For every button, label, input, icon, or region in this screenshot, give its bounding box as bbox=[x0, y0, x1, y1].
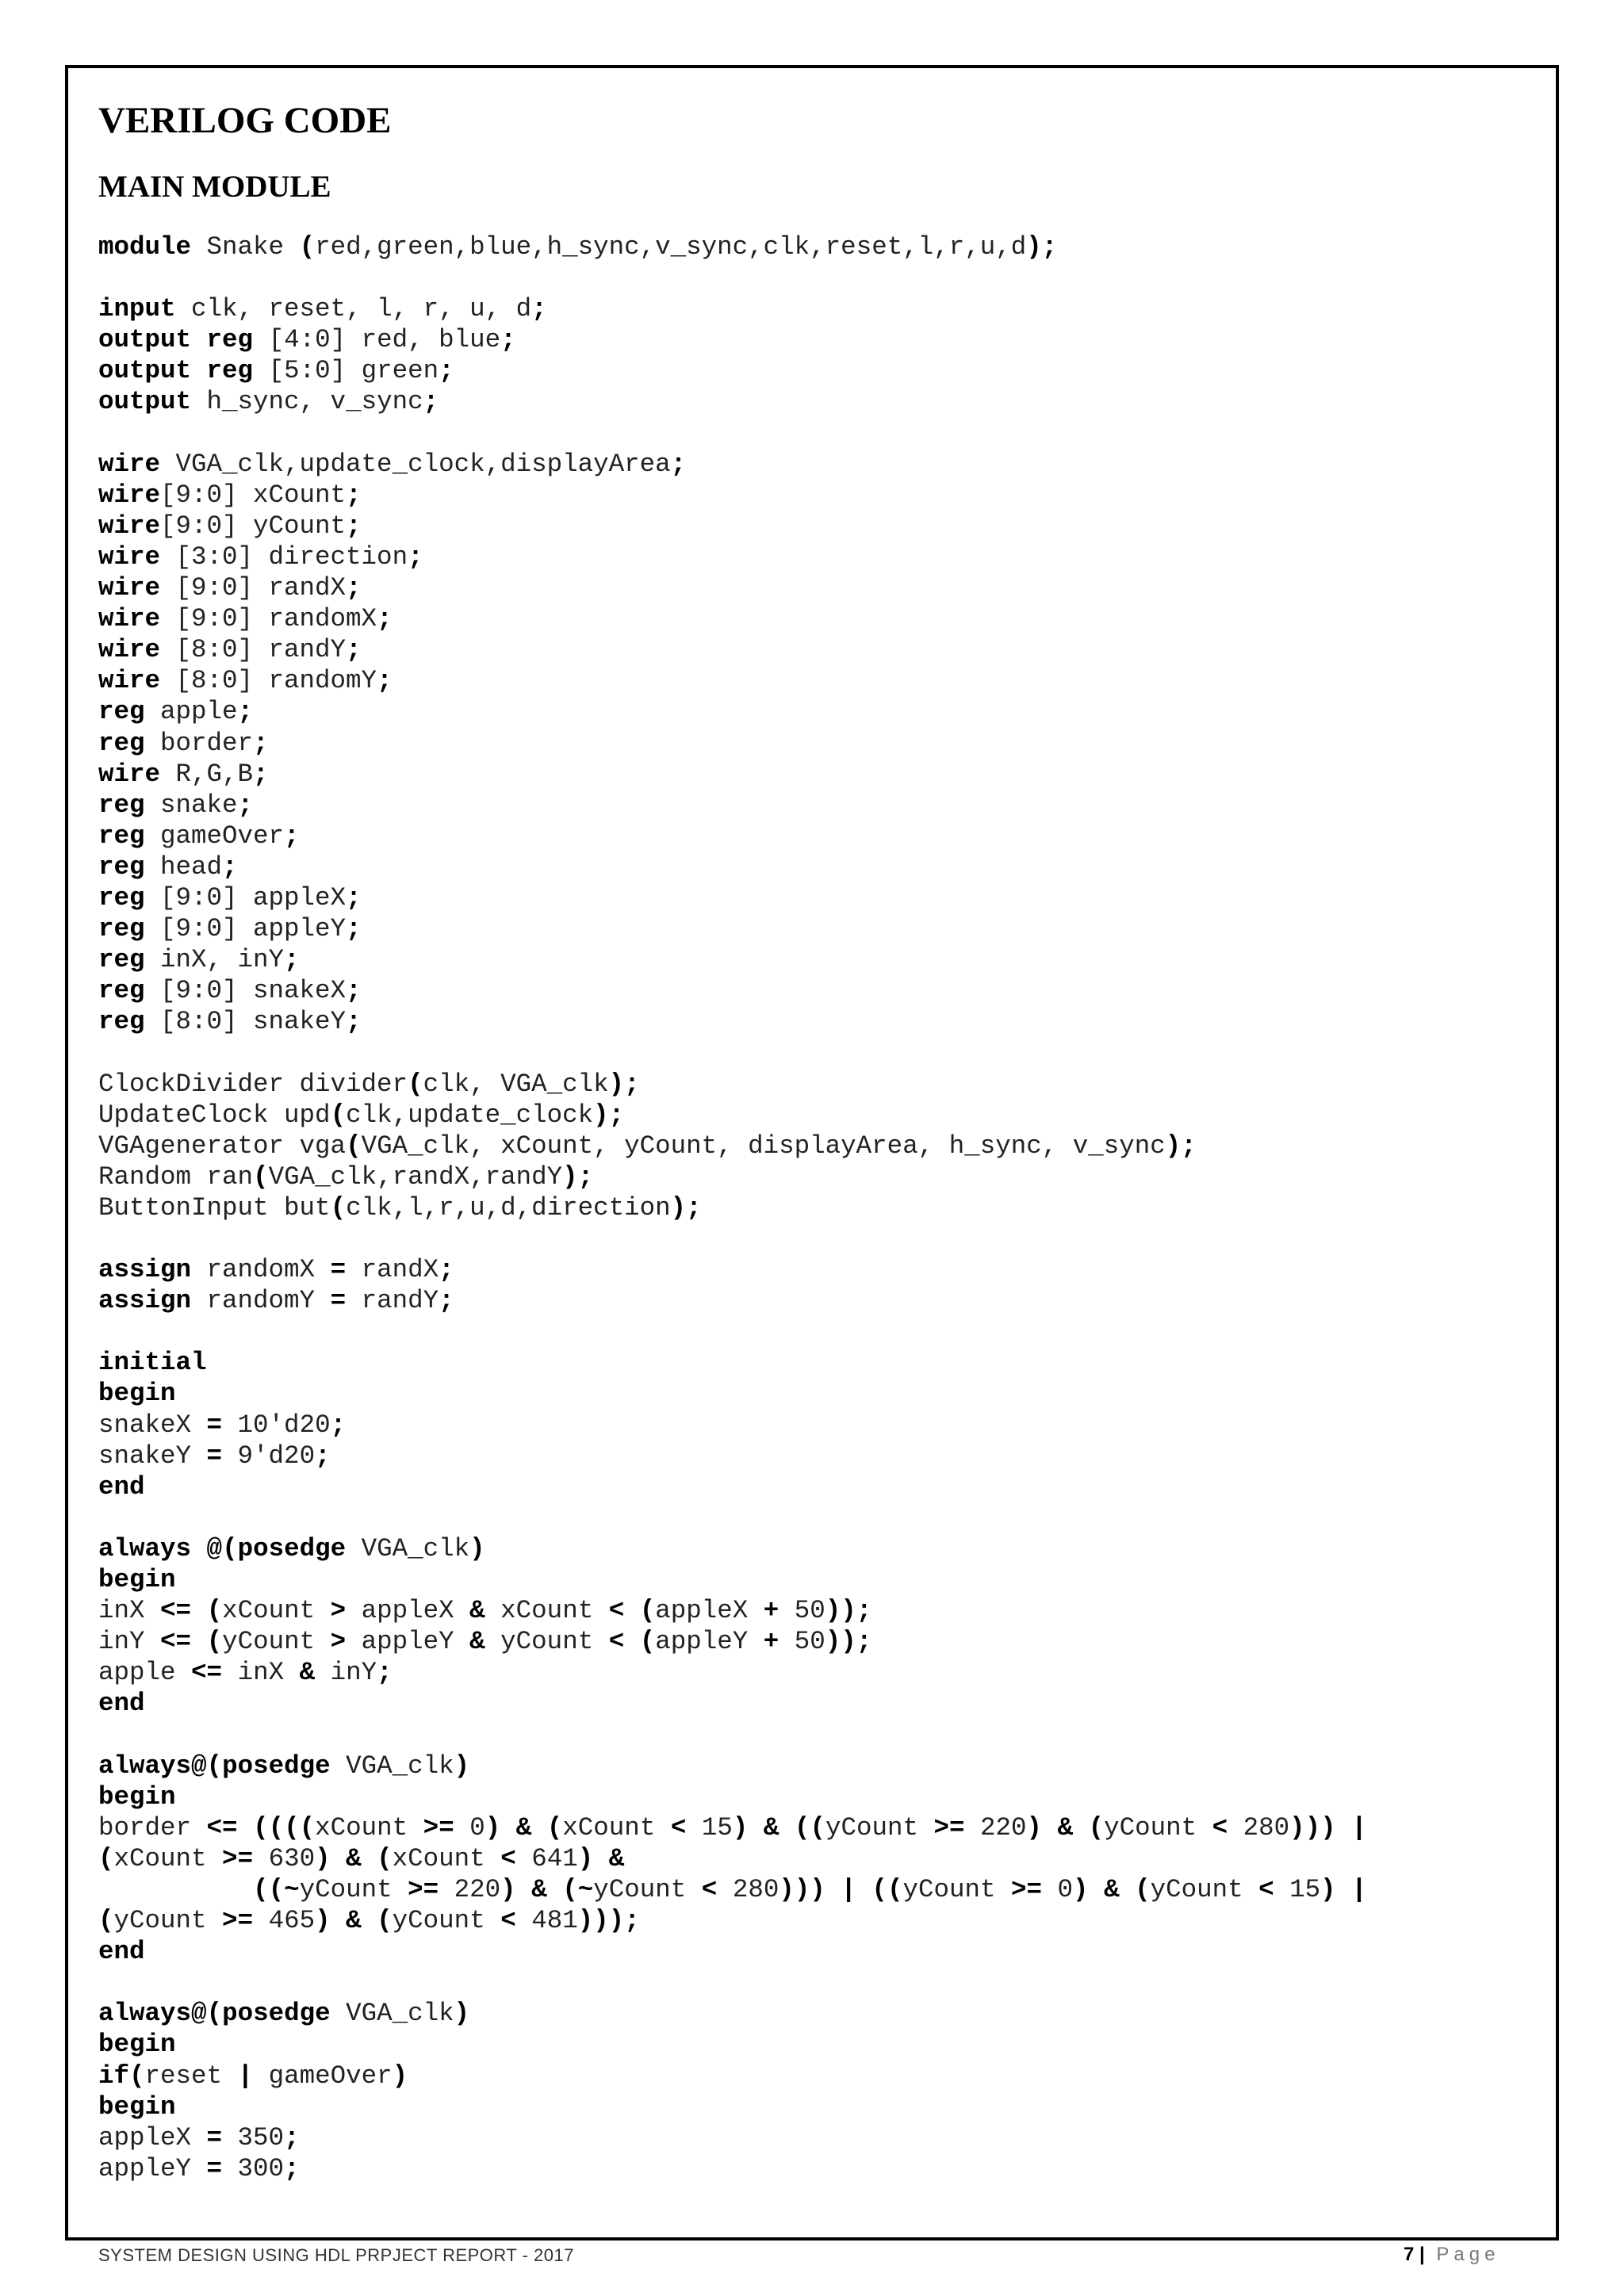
code-line: VGAgenerator vga(VGA_clk, xCount, yCount, displayArea, h_sync, v_sync); bbox=[98, 1131, 1197, 1161]
code-line: end bbox=[98, 1471, 145, 1502]
code-line: inY <= (yCount > appleY & yCount < (appleY + 50)); bbox=[98, 1627, 872, 1657]
code-line: ((~yCount >= 220) & (~yCount < 280))) | ((yCount >= 0) & (yCount < 15) | bbox=[253, 1874, 1367, 1904]
code-line: end bbox=[98, 1937, 145, 1967]
code-line: reg border; bbox=[98, 728, 269, 758]
code-line: inX <= (xCount > appleX & xCount < (appleX + 50)); bbox=[98, 1596, 872, 1626]
code-line: wire[9:0] yCount; bbox=[98, 511, 362, 541]
code-line: module Snake (red,green,blue,h_sync,v_sync,clk,reset,l,r,u,d); bbox=[98, 232, 1058, 262]
code-line: output reg [4:0] red, blue; bbox=[98, 325, 516, 355]
code-line: reg snake; bbox=[98, 790, 254, 820]
section-heading: MAIN MODULE bbox=[98, 170, 331, 204]
code-line bbox=[98, 1316, 1367, 1347]
code-line: snakeX = 10'd20; bbox=[98, 1410, 347, 1440]
code-line: initial bbox=[98, 1348, 207, 1378]
code-line: end bbox=[98, 1689, 145, 1719]
code-line: reg [9:0] appleX; bbox=[98, 882, 362, 913]
code-line: snakeY = 9'd20; bbox=[98, 1441, 331, 1471]
page-title: VERILOG CODE bbox=[98, 100, 392, 141]
code-line: input clk, reset, l, r, u, d; bbox=[98, 294, 547, 324]
code-line: if(reset | gameOver) bbox=[98, 2061, 408, 2091]
code-line: output reg [5:0] green; bbox=[98, 356, 454, 386]
code-line: (yCount >= 465) & (yCount < 481))); bbox=[98, 1906, 640, 1936]
code-line: appleX = 350; bbox=[98, 2122, 300, 2152]
code-line: wire[9:0] xCount; bbox=[98, 480, 362, 510]
code-line: ClockDivider divider(clk, VGA_clk); bbox=[98, 1069, 640, 1099]
code-line: wire [3:0] direction; bbox=[98, 541, 423, 572]
code-line: reg head; bbox=[98, 851, 238, 882]
code-line: reg apple; bbox=[98, 697, 254, 727]
code-line bbox=[98, 262, 1367, 293]
code-line: begin bbox=[98, 1379, 176, 1409]
code-line: border <= ((((xCount >= 0) & (xCount < 15) & ((yCount >= 220) & (yCount < 280))) | bbox=[98, 1812, 1367, 1843]
code-line: always@(posedge VGA_clk) bbox=[98, 1999, 470, 2029]
code-line: ButtonInput but(clk,l,r,u,d,direction); bbox=[98, 1192, 702, 1223]
code-line: begin bbox=[98, 1565, 176, 1595]
footer-page-info bbox=[1404, 2244, 1500, 2266]
code-line: begin bbox=[98, 2091, 176, 2122]
code-line: apple <= inX & inY; bbox=[98, 1658, 393, 1688]
code-line: reg inX, inY; bbox=[98, 945, 300, 975]
code-line: assign randomY = randY; bbox=[98, 1286, 454, 1316]
code-line bbox=[98, 1967, 1367, 1998]
code-line: begin bbox=[98, 1781, 176, 1812]
code-line: (xCount >= 630) & (xCount < 641) & bbox=[98, 1843, 625, 1873]
code-line bbox=[98, 1037, 1367, 1068]
code-line: appleY = 300; bbox=[98, 2153, 300, 2183]
page-label: Page bbox=[1436, 2244, 1500, 2265]
code-line: reg [9:0] snakeX; bbox=[98, 976, 362, 1006]
code-line: always @(posedge VGA_clk) bbox=[98, 1533, 485, 1563]
code-line: assign randomX = randX; bbox=[98, 1255, 454, 1285]
page-separator: | bbox=[1419, 2244, 1425, 2265]
code-line: wire [9:0] randX; bbox=[98, 573, 362, 603]
code-line: reg [9:0] appleY; bbox=[98, 914, 362, 944]
code-listing bbox=[98, 232, 1367, 2184]
code-line: wire [8:0] randomY; bbox=[98, 666, 393, 696]
code-line: begin bbox=[98, 2030, 176, 2060]
code-line bbox=[98, 1720, 1367, 1751]
code-line: wire [9:0] randomX; bbox=[98, 604, 393, 634]
code-line: always@(posedge VGA_clk) bbox=[98, 1751, 470, 1781]
page-number: 7 bbox=[1404, 2244, 1415, 2265]
code-line bbox=[98, 418, 1367, 449]
code-line: output h_sync, v_sync; bbox=[98, 387, 439, 417]
code-line: reg [8:0] snakeY; bbox=[98, 1007, 362, 1037]
code-line: wire [8:0] randY; bbox=[98, 635, 362, 665]
code-line: UpdateClock upd(clk,update_clock); bbox=[98, 1100, 625, 1130]
code-line bbox=[98, 1502, 1367, 1533]
code-line: Random ran(VGA_clk,randX,randY); bbox=[98, 1161, 594, 1192]
code-line: reg gameOver; bbox=[98, 821, 300, 851]
code-line: wire R,G,B; bbox=[98, 759, 269, 789]
footer-report-title: SYSTEM DESIGN USING HDL PRPJECT REPORT - 2017 bbox=[98, 2245, 574, 2265]
code-line bbox=[98, 1223, 1367, 1254]
code-line: wire VGA_clk,update_clock,displayArea; bbox=[98, 449, 687, 479]
